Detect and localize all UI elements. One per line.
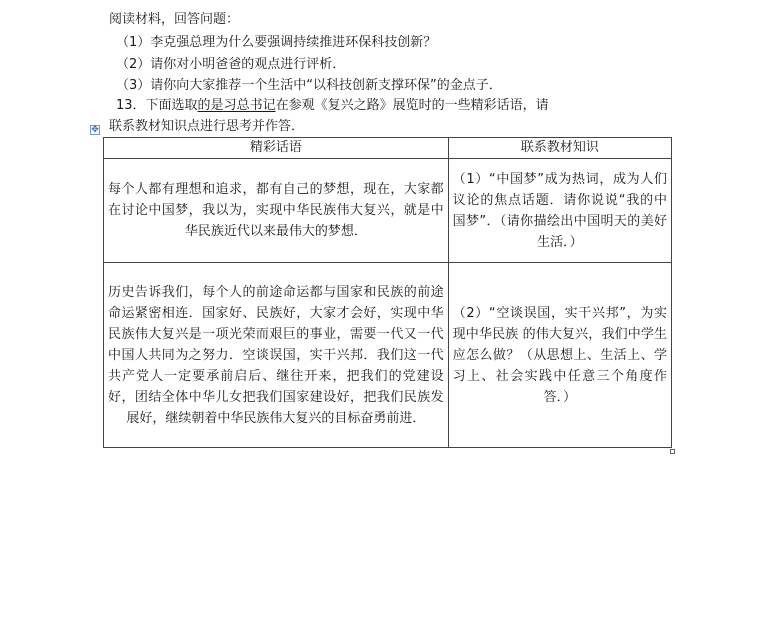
q13-suffix: 在参观《复兴之路》展览时的一些精彩话语，请 — [275, 98, 549, 113]
table-row — [104, 263, 672, 448]
table-cell-quote: 历史告诉我们，每个人的前途命运都与国家和民族的前途命运紧密相连．国家好、民族好，大家才会好，实现中华民族伟大复兴是一项光荣而艰巨的事业，需要一代又一代中国人共同为之努力．空谈误国，实干兴邦．我们这一代共产党人一定要承前启后、继往开来，把我们的党建设好，团结全体中华儿女把我们国家建设好，把我们民族发展好，继续朝着中华民族伟大复兴的目标奋勇前进． — [104, 263, 449, 448]
question-1: （1）李克强总理为什么要强调持续推进环保科技创新？ — [116, 35, 437, 50]
table-cell-quote: 每个人都有理想和追求，都有自己的梦想，现在，大家都在讨论中国梦，我以为，实现中华民族伟大复兴，就是中华民族近代以来最伟大的梦想． — [104, 159, 449, 263]
intro-heading: 阅读材料，回答问题： — [109, 12, 240, 27]
question-13-line-1 — [116, 96, 549, 116]
table-row — [104, 159, 672, 263]
q13-underlined-1: 的是 — [197, 98, 224, 113]
q13-prefix: 13．下面选取 — [116, 98, 198, 113]
question-2: （2）请你对小明爸爸的观点进行评析． — [116, 57, 346, 72]
question-3: （3）请你向大家推荐一个生活中“以科技创新支撑环保”的金点子． — [116, 78, 502, 93]
table-header-quote: 精彩话语 — [104, 138, 449, 159]
table-cell-task: （1）“中国梦”成为热词，成为人们议论的焦点话题．请你说说“我的中国梦”．（请你描绘出中国明天的美好生活．） — [448, 159, 671, 263]
table-cell-task: （2）“空谈误国，实干兴邦”，为实现中华民族 的伟大复兴，我们中学生应怎么做？（从思想上、生活上、学习上、社会实践中任意三个角度作答．） — [448, 263, 671, 448]
move-handle-icon[interactable]: ✥ — [91, 125, 99, 135]
quote-table — [103, 137, 672, 448]
q13-underlined-2: 习总书记 — [223, 98, 276, 113]
resize-handle-icon[interactable] — [670, 449, 675, 454]
question-13-line-2: 联系教材知识点进行思考并作答． — [109, 119, 305, 134]
table-header-knowledge: 联系教材知识 — [448, 138, 671, 159]
table-header-row — [104, 138, 672, 159]
